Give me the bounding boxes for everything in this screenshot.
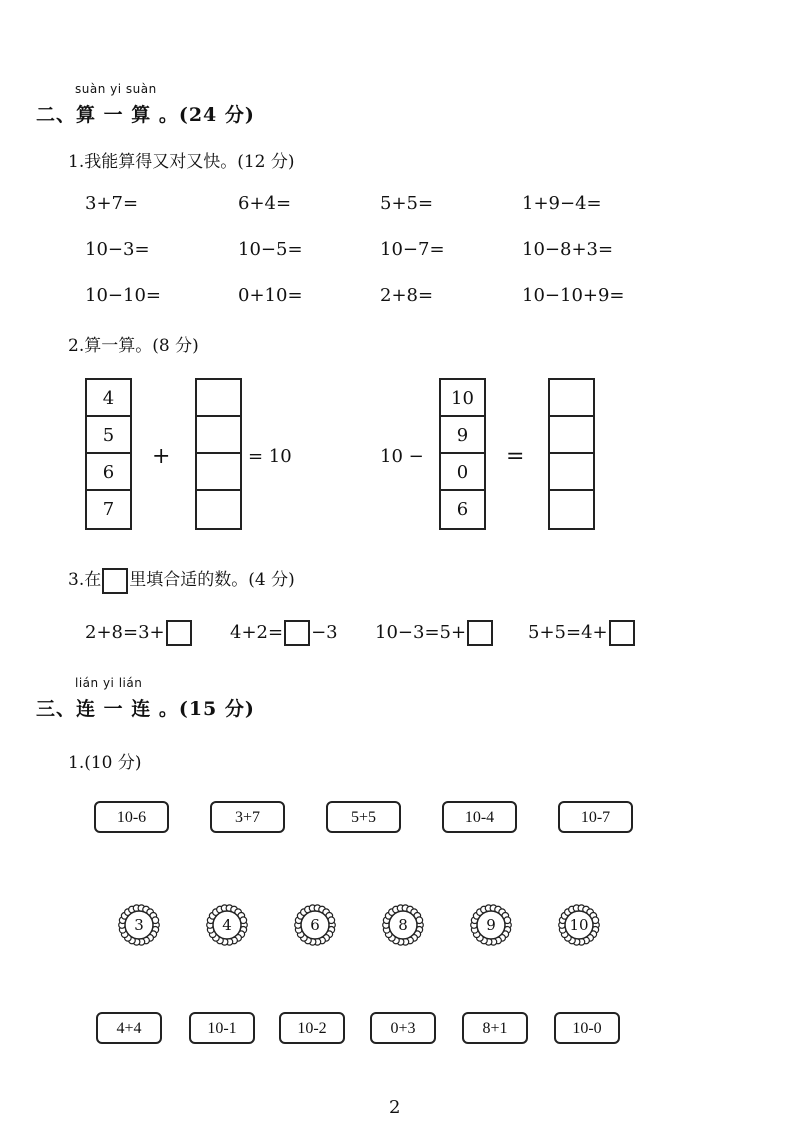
flower-number-label: 3: [134, 916, 144, 934]
equation: 0+10=: [238, 285, 303, 306]
equation: 3+7=: [85, 193, 139, 214]
fill-blank-box[interactable]: [467, 620, 493, 646]
equation-text: 4+2=: [230, 622, 284, 643]
equation: 1+9−4=: [522, 193, 602, 214]
equation: 6+4=: [238, 193, 292, 214]
expression-box[interactable]: 10-6: [94, 801, 169, 833]
part3-title-suffix: 里填合适的数。(4 分): [129, 570, 295, 590]
expression-box[interactable]: 0+3: [370, 1012, 436, 1044]
expression-box[interactable]: 10-7: [558, 801, 633, 833]
fill-blank-box[interactable]: [166, 620, 192, 646]
addend-column: [85, 378, 132, 530]
equation-text: −3: [311, 622, 338, 643]
part2-title: 2.算一算。(8 分): [68, 336, 199, 356]
equation-text: 10−3=5+: [375, 622, 467, 643]
equation: 10−5=: [238, 239, 303, 260]
answer-cell[interactable]: [197, 491, 240, 528]
fill-equation: [230, 620, 338, 646]
flower-number[interactable]: [469, 903, 513, 947]
expression-box[interactable]: 10-4: [442, 801, 517, 833]
equation: 2+8=: [380, 285, 434, 306]
page-number: 2: [389, 1097, 401, 1118]
subtrahend-cell: 6: [456, 499, 469, 520]
fill-blank-box[interactable]: [609, 620, 635, 646]
flower-number-label: 9: [486, 916, 496, 934]
fill-equation: [375, 620, 494, 646]
answer-cell[interactable]: [550, 491, 593, 528]
section2-pinyin: suàn yi suàn: [75, 82, 157, 96]
section3-title: 三、连 一 连 。(15 分): [36, 698, 255, 720]
answer-cell[interactable]: [197, 380, 240, 417]
equation-text: 2+8=3+: [85, 622, 165, 643]
answer-cell[interactable]: [550, 380, 593, 417]
answer-cell[interactable]: [550, 417, 593, 454]
fill-equation: [85, 620, 193, 646]
flower-number[interactable]: [381, 903, 425, 947]
flower-number-label: 8: [398, 916, 408, 934]
flower-number-label: 10: [569, 916, 589, 934]
subtrahend-column: [439, 378, 486, 530]
ten-minus: 10 −: [380, 446, 424, 467]
section3-pinyin: lián yi lián: [75, 676, 143, 690]
expression-box[interactable]: 4+4: [96, 1012, 162, 1044]
section3-part1-title: 1.(10 分): [68, 753, 142, 773]
equation: 5+5=: [380, 193, 434, 214]
answer-column-2: [548, 378, 595, 530]
part3-title: [68, 565, 295, 594]
equation-text: 5+5=4+: [528, 622, 608, 643]
part1-title: 1.我能算得又对又快。(12 分): [68, 152, 295, 172]
expression-box[interactable]: 10-0: [554, 1012, 620, 1044]
flower-number[interactable]: [557, 903, 601, 947]
section2-title: 二、算 一 算 。(24 分): [36, 104, 255, 126]
expression-box[interactable]: 10-1: [189, 1012, 255, 1044]
subtrahend-cell: 10: [441, 380, 484, 417]
equation: 10−10=: [85, 285, 161, 306]
answer-cell[interactable]: [550, 454, 593, 491]
equation: 10−3=: [85, 239, 150, 260]
subtrahend-cell: 0: [441, 454, 484, 491]
equation: 10−8+3=: [522, 239, 614, 260]
flower-number-label: 4: [222, 916, 232, 934]
fill-equation: [528, 620, 636, 646]
example-blank-box: [102, 568, 128, 594]
expression-box[interactable]: 3+7: [210, 801, 285, 833]
answer-column-1: [195, 378, 242, 530]
equals-ten: = 10: [248, 446, 292, 467]
addend-cell: 7: [102, 499, 115, 520]
plus-sign: +: [152, 444, 171, 469]
answer-cell[interactable]: [197, 454, 240, 491]
equals-sign: =: [506, 444, 525, 469]
answer-cell[interactable]: [197, 417, 240, 454]
part3-title-prefix: 3.在: [68, 570, 102, 590]
expression-box[interactable]: 8+1: [462, 1012, 528, 1044]
equation: 10−10+9=: [522, 285, 625, 306]
addend-cell: 6: [87, 454, 130, 491]
fill-blank-box[interactable]: [284, 620, 310, 646]
equation: 10−7=: [380, 239, 445, 260]
flower-number[interactable]: [293, 903, 337, 947]
flower-number-label: 6: [310, 916, 320, 934]
subtrahend-cell: 9: [441, 417, 484, 454]
addend-cell: 5: [87, 417, 130, 454]
expression-box[interactable]: 10-2: [279, 1012, 345, 1044]
expression-box[interactable]: 5+5: [326, 801, 401, 833]
addend-cell: 4: [87, 380, 130, 417]
flower-number[interactable]: [117, 903, 161, 947]
flower-number[interactable]: [205, 903, 249, 947]
